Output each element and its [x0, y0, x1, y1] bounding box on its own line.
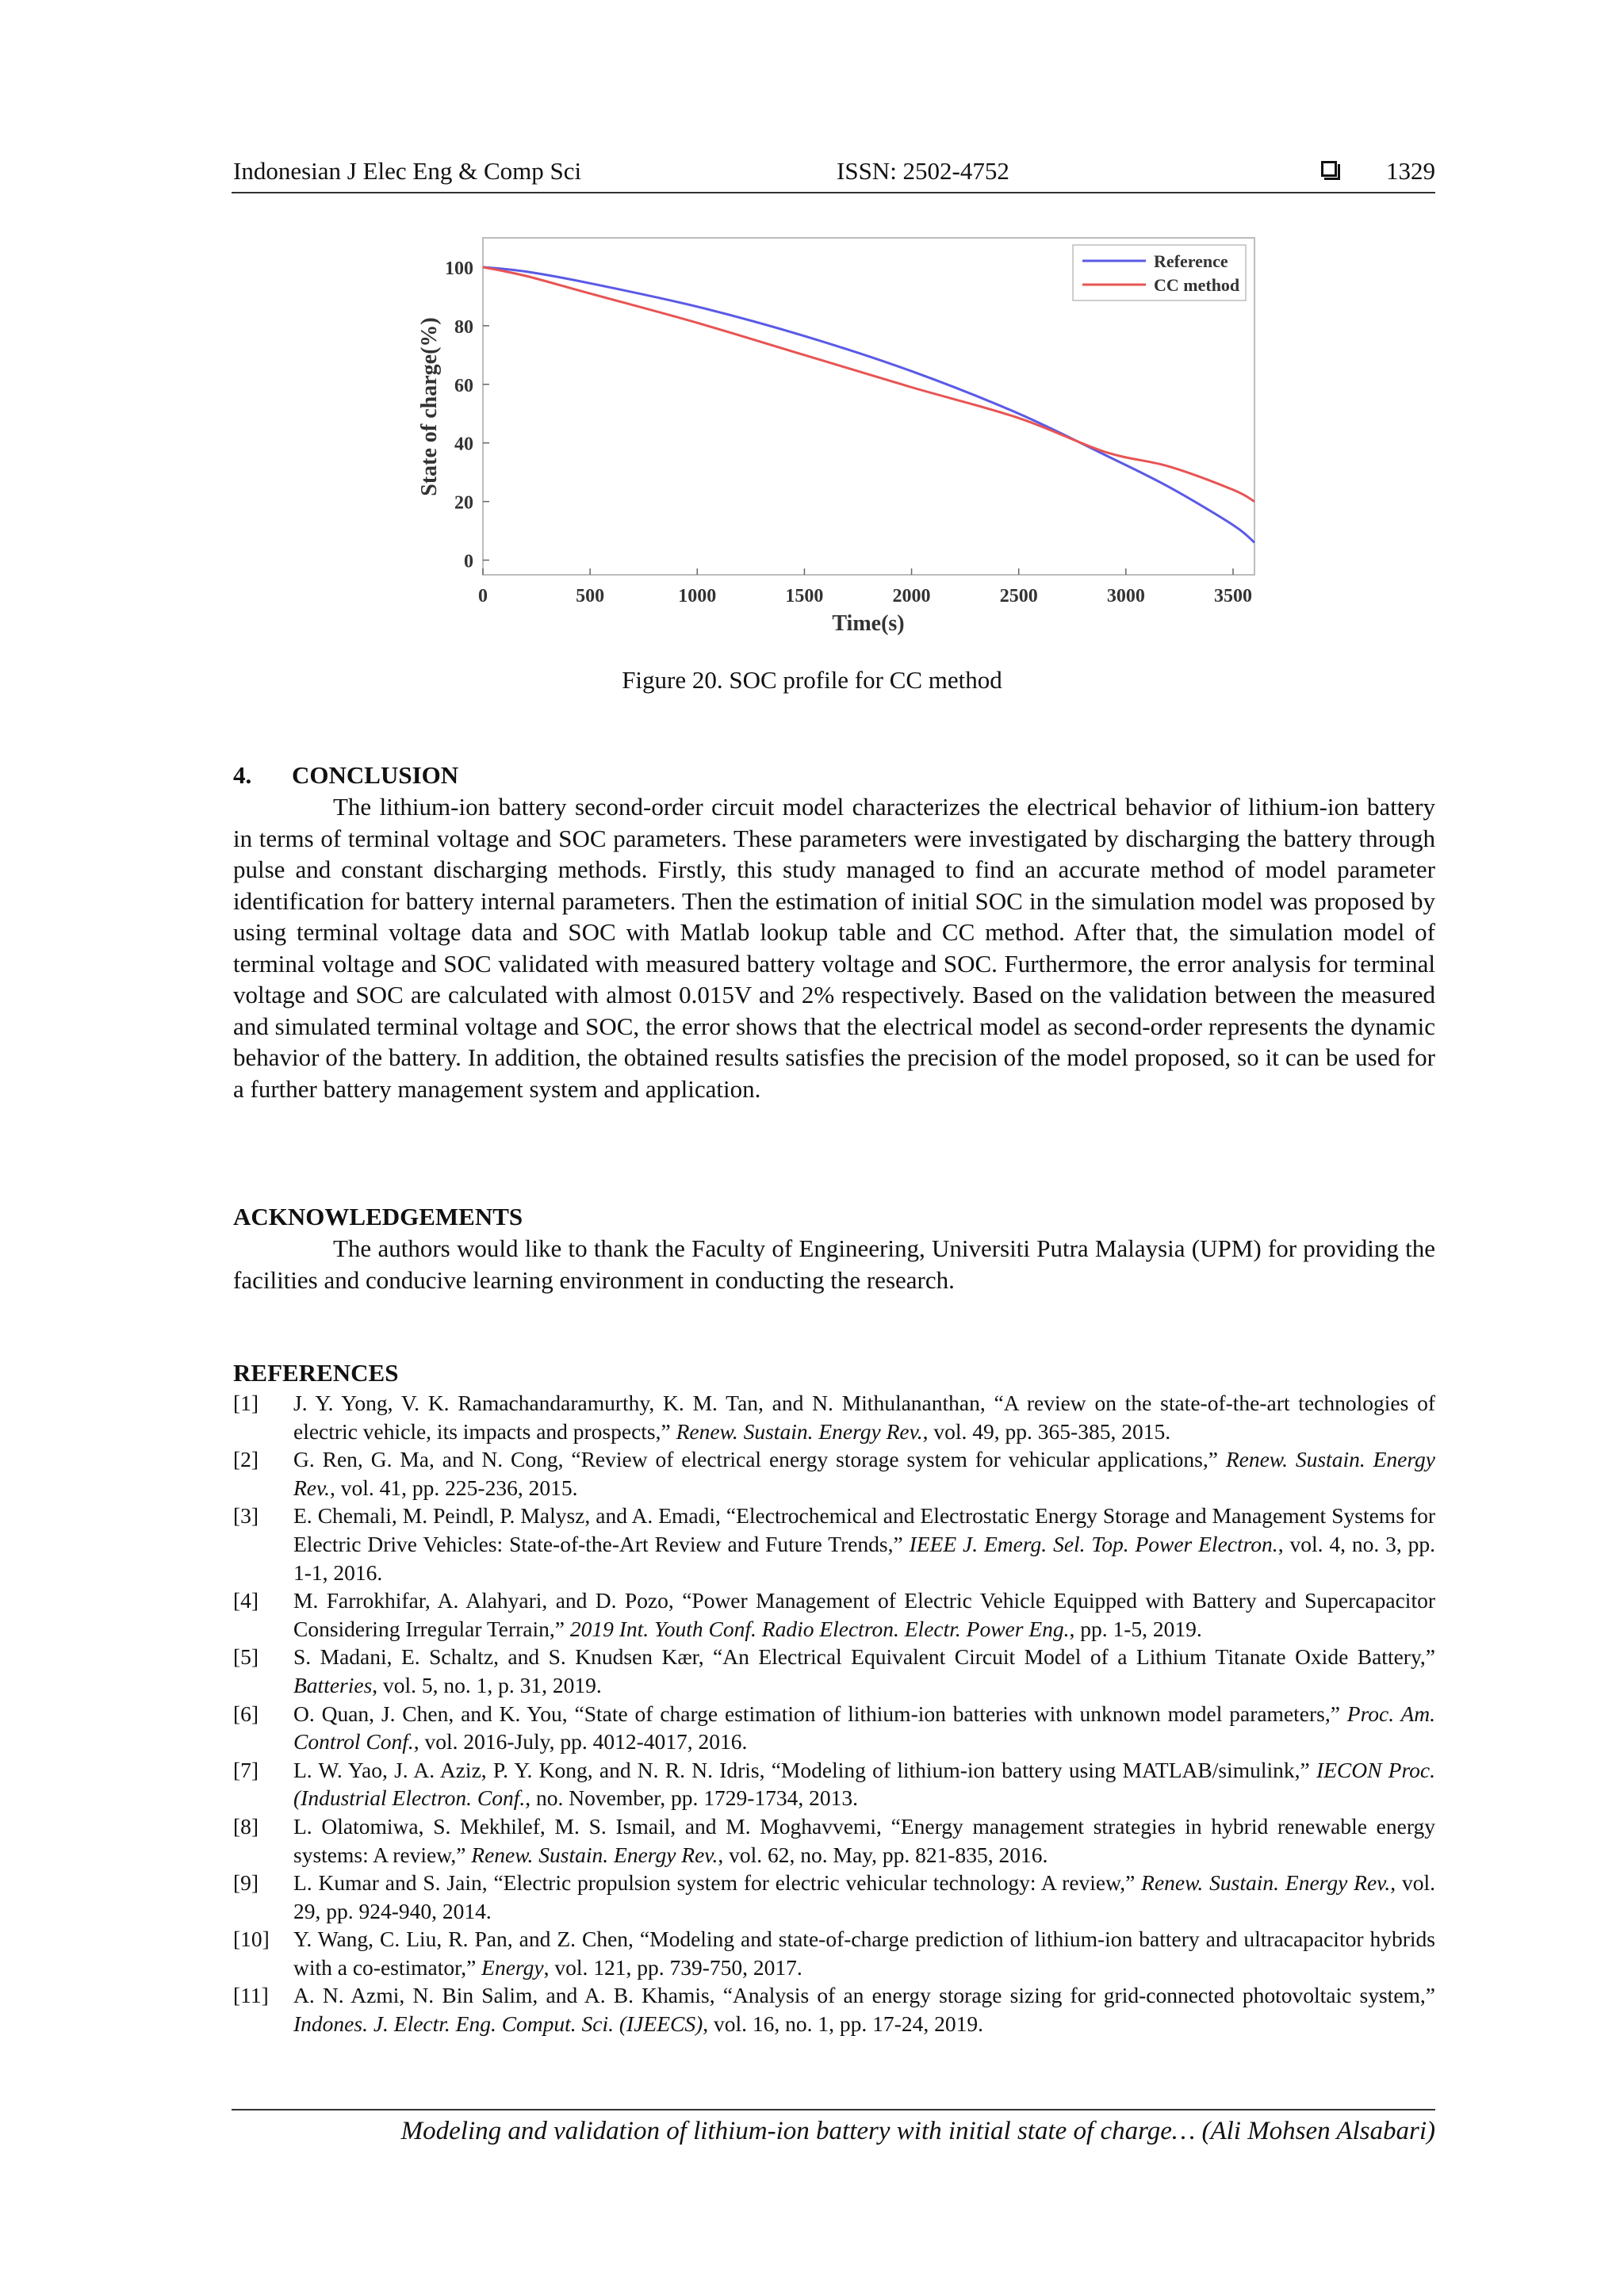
acknowledgements-heading: ACKNOWLEDGEMENTS	[233, 1203, 523, 1230]
reference-venue: Renew. Sustain. Energy Rev.	[293, 1447, 1435, 1500]
x-tick-label: 1000	[678, 586, 717, 607]
reference-item	[233, 1981, 1435, 2038]
footer-rule	[232, 2109, 1435, 2110]
reference-venue: Renew. Sustain. Energy Rev.	[676, 1418, 923, 1444]
reference-text: S. Madani, E. Schaltz, and S. Knudsen Kær, “An Electrical Equivalent Circuit Model of a Lithium Titanate Oxide Battery,”	[293, 1644, 1435, 1670]
reference-venue: IECON Proc. (Industrial Electron. Conf.	[293, 1757, 1435, 1811]
reference-venue: Indones. J. Electr. Eng. Comput. Sci. (IJEECS)	[293, 2011, 703, 2037]
conclusion-title: CONCLUSION	[292, 761, 459, 789]
x-tick-label: 2000	[892, 586, 931, 607]
reference-details: , pp. 1-5, 2019.	[1069, 1616, 1202, 1641]
reference-venue: IEEE J. Emerg. Sel. Top. Power Electron.	[909, 1531, 1278, 1556]
series-line-reference	[483, 267, 1254, 542]
acknowledgements-text: The authors would like to thank the Faculty of Engineering, Universiti Putra Malaysia (UPM) for providing the facilities and conducive learning environment in conducting the research.	[233, 1234, 1435, 1294]
conclusion-heading	[233, 760, 458, 791]
soc-chart	[412, 226, 1277, 654]
reference-item	[233, 1643, 1435, 1699]
legend-label: Reference	[1154, 251, 1228, 271]
reference-number: [2]	[233, 1447, 259, 1472]
reference-text: J. Y. Yong, V. K. Ramachandaramurthy, K. M. Tan, and N. Mithulananthan, “A review on the state-of-the-art technologies of electric vehicle, its impacts and prospects,”	[293, 1391, 1435, 1444]
reference-item	[233, 1389, 1435, 1445]
y-axis-label: State of charge(%)	[417, 317, 442, 496]
reference-venue: Renew. Sustain. Energy Rev.	[471, 1842, 718, 1867]
reference-details: , no. November, pp. 1729-1734, 2013.	[525, 1785, 859, 1811]
x-tick-label: 3500	[1213, 586, 1252, 607]
reference-details: , vol. 49, pp. 365-385, 2015.	[922, 1418, 1171, 1444]
y-tick-label: 20	[454, 492, 473, 514]
reference-details: , vol. 4, no. 3, pp. 1-1, 2016.	[293, 1531, 1436, 1585]
header-rule	[232, 192, 1435, 193]
running-header-journal: Indonesian J Elec Eng & Comp Sci	[233, 157, 582, 185]
reference-item	[233, 1812, 1435, 1869]
reference-item	[233, 1445, 1435, 1502]
reference-number: [4]	[233, 1588, 259, 1613]
reference-number: [11]	[233, 1983, 269, 2008]
y-tick-label: 40	[454, 434, 473, 455]
reference-text: L. Kumar and S. Jain, “Electric propulsion system for electric vehicular technology: A review,”	[293, 1870, 1142, 1896]
running-header-issn: ISSN: 2502-4752	[837, 157, 1009, 185]
reference-venue: Batteries	[293, 1672, 373, 1697]
reference-text: Y. Wang, C. Liu, R. Pan, and Z. Chen, “Modeling and state-of-charge prediction of lithium-ion battery and ultracapacitor hybrids with a co-estimator,”	[293, 1927, 1435, 1980]
series-line-cc-method	[483, 267, 1254, 502]
reference-number: [1]	[233, 1391, 259, 1415]
reference-text: E. Chemali, M. Peindl, P. Malysz, and A. Emadi, “Electrochemical and Electrostatic Energy Storage and Management Systems for Electric Drive Vehicles: State-of-the-Art Review and Future Trends,”	[293, 1503, 1435, 1556]
y-tick-label: 60	[454, 375, 473, 396]
soc-chart-svg	[412, 226, 1277, 654]
reference-number: [9]	[233, 1870, 259, 1896]
reference-text: G. Ren, G. Ma, and N. Cong, “Review of electrical energy storage system for vehicular applications,”	[293, 1447, 1226, 1472]
reference-text: L. W. Yao, J. A. Aziz, P. Y. Kong, and N. R. N. Idris, “Modeling of lithium-ion battery using MATLAB/simulink,”	[293, 1757, 1316, 1782]
reference-number: [8]	[233, 1813, 259, 1839]
reference-venue: Renew. Sustain. Energy Rev.	[1141, 1870, 1391, 1896]
figure-caption: Figure 20. SOC profile for CC method	[622, 666, 1002, 694]
square-icon	[1321, 161, 1337, 177]
reference-number: [3]	[233, 1503, 259, 1529]
reference-item	[233, 1586, 1435, 1643]
reference-item	[233, 1925, 1435, 1981]
reference-venue: Energy	[481, 1954, 544, 1980]
reference-details: , vol. 16, no. 1, pp. 17-24, 2019.	[703, 2011, 983, 2037]
reference-details: , vol. 2016-July, pp. 4012-4017, 2016.	[413, 1729, 748, 1755]
conclusion-text: The lithium-ion battery second-order circuit model characterizes the electrical behavior of lithium-ion battery in terms of terminal voltage and SOC parameters. These parameters were investigated by discharging the battery through pulse and constant discharging methods. Firstly, this study managed to find an accurate method of model parameter identification for battery internal parameters. Then the estimation of initial SOC in the simulation model was proposed by using terminal voltage data and SOC with Matlab lookup table and CC method. After that, the simulation model of terminal voltage and SOC validated with measured battery voltage and SOC. Furthermore, the error analysis for terminal voltage and SOC are calculated with almost 0.015V and 2% respectively. Based on the validation between the measured and simulated terminal voltage and SOC, the error shows that the electrical model as second-order represents the dynamic behavior of the battery. In addition, the obtained results satisfies the precision of the model proposed, so it can be used for a further battery management system and application.	[233, 793, 1435, 1103]
reference-number: [5]	[233, 1644, 259, 1670]
reference-details: , vol. 62, no. May, pp. 821-835, 2016.	[718, 1842, 1048, 1867]
reference-text: A. N. Azmi, N. Bin Salim, and A. B. Khamis, “Analysis of an energy storage sizing for grid-connected photovoltaic system,”	[293, 1983, 1435, 2008]
reference-number: [10]	[233, 1927, 270, 1952]
reference-details: , vol. 41, pp. 225-236, 2015.	[330, 1475, 578, 1500]
page-number: 1329	[1386, 157, 1435, 185]
reference-text: M. Farrokhifar, A. Alahyari, and D. Pozo, “Power Management of Electric Vehicle Equipped with Battery and Supercapacitor Considering Irregular Terrain,”	[293, 1588, 1435, 1641]
reference-venue: 2019 Int. Youth Conf. Radio Electron. Electr. Power Eng.	[569, 1616, 1070, 1641]
reference-number: [7]	[233, 1757, 259, 1782]
running-footer: Modeling and validation of lithium-ion battery with initial state of charge… (Ali Mohsen Alsabari)	[400, 2117, 1435, 2145]
x-axis-label: Time(s)	[832, 611, 905, 636]
x-tick-label: 500	[576, 586, 605, 607]
legend-label: CC method	[1154, 275, 1240, 295]
x-tick-label: 3000	[1106, 586, 1145, 607]
reference-text: L. Olatomiwa, S. Mekhilef, M. S. Ismail, and M. Moghavvemi, “Energy management strategies in hybrid renewable energy systems: A review,”	[293, 1813, 1435, 1867]
x-tick-label: 1500	[785, 586, 824, 607]
y-tick-label: 0	[464, 551, 473, 572]
reference-details: , vol. 29, pp. 924-940, 2014.	[293, 1870, 1435, 1923]
reference-text: O. Quan, J. Chen, and K. You, “State of charge estimation of lithium-ion batteries with unknown model parameters,”	[293, 1701, 1347, 1726]
references-heading: REFERENCES	[233, 1359, 399, 1387]
conclusion-number: 4.	[233, 761, 252, 789]
x-tick-label: 0	[478, 586, 488, 607]
reference-details: , vol. 5, no. 1, p. 31, 2019.	[372, 1672, 602, 1697]
reference-details: , vol. 121, pp. 739-750, 2017.	[543, 1954, 802, 1980]
reference-item	[233, 1700, 1435, 1756]
reference-item	[233, 1756, 1435, 1812]
chart-legend	[1073, 245, 1246, 300]
reference-item	[233, 1869, 1435, 1925]
reference-number: [6]	[233, 1701, 259, 1726]
y-tick-label: 80	[454, 316, 473, 338]
y-tick-label: 100	[445, 258, 473, 279]
reference-item	[233, 1502, 1435, 1586]
x-tick-label: 2500	[999, 586, 1038, 607]
references-list	[233, 1389, 1435, 2038]
reference-venue: Proc. Am. Control Conf.	[293, 1701, 1435, 1755]
